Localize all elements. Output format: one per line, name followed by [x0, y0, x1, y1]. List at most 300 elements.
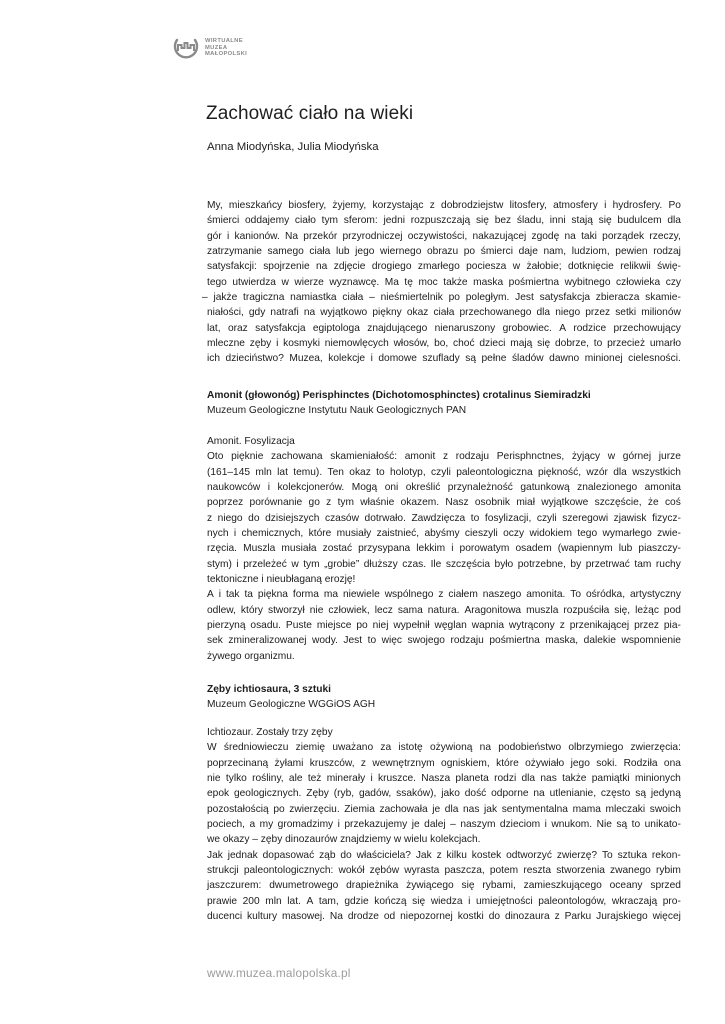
- word: my: [259, 819, 274, 831]
- word: satysfakcji:: [207, 261, 257, 273]
- word: przyrodniczej: [342, 230, 403, 242]
- word: wytrącony: [508, 620, 555, 632]
- word: artystyczny: [629, 589, 681, 601]
- word: wiernego: [380, 246, 422, 258]
- word: sprzed: [650, 880, 681, 892]
- word: lub: [335, 246, 350, 258]
- word: potrzebne,: [517, 558, 566, 570]
- word: A: [207, 589, 214, 601]
- word: Jak: [415, 849, 432, 861]
- brand-logo: [172, 34, 247, 62]
- word: z: [438, 589, 444, 601]
- word: oni: [384, 482, 399, 494]
- word: dla: [667, 215, 681, 227]
- word: niałości,: [207, 307, 244, 319]
- word: do: [340, 849, 352, 861]
- word: zwierzę?: [556, 849, 598, 861]
- word: mleczne: [207, 338, 245, 350]
- word: i: [604, 200, 607, 211]
- footer-url: www.muzea.malopolska.pl: [207, 966, 351, 980]
- word: przenikającej: [569, 620, 630, 632]
- word: Ile: [430, 558, 442, 570]
- word: jakże: [213, 292, 238, 304]
- text-line: [207, 351, 681, 366]
- word: zmineralizowanej: [228, 635, 307, 647]
- word: odtworzyć: [506, 849, 552, 861]
- word: mieszkańcy: [228, 200, 283, 211]
- word: kostek: [471, 849, 502, 861]
- word: –: [369, 292, 375, 304]
- word: po: [448, 292, 460, 304]
- word: gatunkową: [520, 482, 570, 494]
- word: dla: [613, 466, 627, 478]
- word: sentymentalna: [501, 803, 568, 815]
- word: nas: [540, 773, 557, 785]
- article-authors: Anna Miodyńska, Julia Miodyńska: [207, 141, 379, 153]
- word: coś: [664, 497, 681, 509]
- brand-line: MUZEA: [205, 44, 228, 51]
- word: pod: [663, 604, 681, 616]
- word: i: [267, 482, 270, 494]
- text-line: [207, 336, 681, 351]
- word: wyjątkowo: [320, 307, 368, 319]
- word: ciała: [433, 307, 455, 319]
- word: się,: [614, 604, 631, 616]
- word: dalej: [424, 819, 446, 831]
- word: okaz: [406, 307, 429, 319]
- word: pamiątki: [591, 773, 630, 785]
- word: po: [356, 620, 368, 632]
- word: tym: [303, 558, 320, 570]
- text-line: [207, 587, 681, 602]
- word: dłuższy: [363, 558, 398, 570]
- word: się: [475, 215, 489, 227]
- word: wzór: [586, 466, 608, 478]
- word: się: [598, 215, 612, 227]
- word: Muzea,: [289, 353, 323, 365]
- word: Nie: [596, 819, 612, 831]
- word: pozostałością: [207, 803, 269, 815]
- word: ośródka,: [585, 589, 626, 601]
- museum-name: Muzeum Geologiczne WGGiOS AGH: [207, 699, 376, 711]
- word: utlenianie,: [549, 788, 597, 800]
- word: abyśmy: [424, 528, 460, 540]
- text-line: [207, 321, 681, 336]
- word: tam,: [318, 895, 339, 907]
- word: i: [337, 819, 340, 831]
- word: pociech,: [207, 819, 245, 831]
- word: wkraczają: [611, 895, 658, 907]
- word: zamieszkującego: [523, 880, 602, 892]
- section-header: [207, 388, 681, 419]
- word: Na: [329, 911, 343, 923]
- word: zaistnieć,: [376, 528, 420, 540]
- word: włosów,: [393, 338, 430, 350]
- word: ma: [323, 589, 339, 601]
- word: zwie-: [657, 528, 681, 540]
- word: mln: [255, 466, 272, 478]
- word: setki: [615, 307, 637, 319]
- word: się: [412, 895, 426, 907]
- museum-name: Muzeum Geologiczne Instytutu Nauk Geologicznych PAN: [207, 405, 467, 417]
- section-body: [207, 725, 681, 924]
- word: pośmiertna: [508, 276, 560, 288]
- text-line: [207, 541, 681, 556]
- word: zęby: [249, 338, 272, 350]
- word: nych: [207, 528, 229, 540]
- word: z: [429, 200, 435, 211]
- word: lat,: [207, 322, 221, 334]
- word: i: [370, 773, 373, 785]
- word: tym: [321, 215, 339, 227]
- word: oceany: [609, 880, 643, 892]
- word: który: [240, 604, 263, 616]
- word: mleczaki: [605, 803, 646, 815]
- text-line: [207, 244, 681, 259]
- word: dopasować: [262, 849, 315, 861]
- word: więcej: [652, 911, 681, 923]
- word: stają: [571, 215, 593, 227]
- word: przez: [585, 307, 611, 319]
- text-line: we okazy – zęby dinozaurów znajdziemy w wielu kolekcjach.: [207, 834, 481, 846]
- word: gór: [207, 230, 222, 242]
- word: wypełnił: [393, 620, 430, 632]
- word: samego: [267, 246, 304, 258]
- word: dalekie: [583, 635, 616, 647]
- section-heading: Zęby ichtiosaura, 3 sztuki: [207, 684, 331, 695]
- word: na: [316, 261, 328, 273]
- word: z: [326, 497, 332, 509]
- word: Parku: [564, 911, 592, 923]
- word: jednak: [227, 849, 258, 861]
- word: dobrodziejstw: [441, 200, 504, 211]
- word: szuflady: [422, 353, 460, 365]
- word: leżąc: [635, 604, 659, 616]
- word: My,: [207, 200, 223, 211]
- text-line: [207, 198, 681, 213]
- text-line: [207, 771, 681, 786]
- word: planeta: [455, 773, 489, 785]
- word: kolekcjonerów.: [277, 482, 345, 494]
- word: stworzenia: [556, 865, 605, 877]
- word: na: [303, 307, 316, 319]
- word: przez: [634, 620, 659, 632]
- word: tylko: [225, 773, 247, 785]
- word: zjawisk: [613, 512, 647, 524]
- text-line: Amonit. Fosylizacja: [207, 436, 295, 447]
- word: bez: [494, 215, 512, 227]
- word: spojrzenie: [263, 261, 310, 273]
- word: śladów: [511, 353, 544, 365]
- word: Jurajskiego: [596, 911, 648, 923]
- word: się: [461, 880, 475, 892]
- word: porowatym: [459, 543, 510, 555]
- brand-name: [205, 38, 247, 57]
- word: utwierdza: [232, 276, 276, 288]
- word: wnukom.: [551, 819, 593, 831]
- word: to: [470, 512, 480, 524]
- word: zdjęcie: [333, 261, 366, 273]
- word: mln: [265, 895, 282, 907]
- word: znajdującego: [367, 322, 428, 334]
- text-line: [207, 305, 681, 320]
- word: ale: [288, 773, 303, 785]
- word: 200: [242, 895, 260, 907]
- word: A: [306, 895, 314, 907]
- word: żyłami: [274, 757, 304, 769]
- word: umarło: [649, 338, 681, 350]
- word: czas.: [402, 558, 427, 570]
- word: pośmiertna: [489, 635, 540, 647]
- word: jedni: [383, 215, 405, 227]
- word: relikwii: [620, 261, 651, 273]
- text-line: [207, 909, 681, 924]
- word: po: [463, 246, 476, 258]
- text-line: [207, 275, 681, 290]
- word: pięknie: [231, 451, 264, 463]
- text-line: żywego organizmu.: [207, 650, 295, 662]
- word: jedyną: [650, 788, 681, 800]
- word: kultury: [247, 911, 278, 923]
- word: nieśmiertelnik: [380, 292, 443, 304]
- word: oddajemy: [245, 215, 290, 227]
- word: obrazu: [427, 246, 459, 258]
- word: niepozornej: [400, 911, 453, 923]
- word: egiptologa: [312, 322, 360, 334]
- word: odporne: [491, 788, 529, 800]
- word: i: [233, 528, 237, 540]
- word: rybami,: [482, 880, 516, 892]
- word: sama: [397, 604, 423, 616]
- word: zmarłego: [417, 261, 460, 273]
- word: i: [226, 230, 230, 242]
- word: wyjątkowe: [541, 497, 589, 509]
- word: ożywiało: [525, 757, 565, 769]
- text-line: [207, 229, 681, 244]
- word: na: [479, 742, 492, 754]
- word: naukowców: [207, 482, 261, 494]
- word: które: [308, 528, 332, 540]
- word: paleontologiczna: [456, 466, 533, 478]
- word: maska: [473, 276, 504, 288]
- text-line: [207, 449, 681, 464]
- word: wspomnienie: [621, 635, 681, 647]
- word: świę-: [657, 261, 681, 273]
- word: Jest: [515, 292, 534, 304]
- word: temu).: [293, 466, 323, 478]
- word: umiejętności: [476, 895, 533, 907]
- word: wymarłego: [602, 528, 652, 540]
- text-line: [207, 603, 681, 618]
- word: ruchy: [655, 558, 681, 570]
- word: niewiele: [342, 589, 380, 601]
- word: ciała: [309, 246, 331, 258]
- word: dotrwało.: [364, 512, 406, 524]
- word: dzieciństwo?: [225, 353, 284, 365]
- word: nie: [207, 773, 221, 785]
- word: prawie: [207, 895, 238, 907]
- word: i: [236, 558, 239, 570]
- word: amonit: [404, 451, 436, 463]
- word: Oto: [207, 451, 224, 463]
- word: z: [436, 849, 442, 861]
- word: czyli: [536, 512, 557, 524]
- word: także: [562, 773, 587, 785]
- word: cieszyli: [464, 528, 498, 540]
- word: reszta: [523, 865, 552, 877]
- word: drodze: [347, 911, 379, 923]
- word: chemicznych,: [241, 528, 304, 540]
- word: Ziemia: [344, 803, 375, 815]
- word: że: [647, 497, 659, 509]
- word: minerały: [326, 773, 366, 785]
- word: przekazujemy: [344, 819, 408, 831]
- word: skamie-: [645, 292, 681, 304]
- word: i: [276, 338, 279, 350]
- word: znalezionego: [577, 482, 638, 494]
- word: dobrze,: [555, 338, 589, 350]
- word: jego: [570, 757, 590, 769]
- word: poprzez: [207, 497, 244, 509]
- word: od: [383, 911, 396, 923]
- text-line: [207, 526, 681, 541]
- word: śmierci: [207, 215, 240, 227]
- word: z: [360, 757, 366, 769]
- word: było: [494, 558, 514, 570]
- word: lecz: [374, 604, 393, 616]
- word: do: [488, 911, 501, 923]
- word: wody.: [312, 635, 338, 647]
- word: sztuka: [617, 849, 648, 861]
- word: dwumetrowego: [269, 880, 339, 892]
- word: ludziom,: [571, 246, 610, 258]
- word: ogniskiem,: [441, 757, 490, 769]
- word: Muszla: [243, 543, 276, 555]
- word: z: [207, 512, 213, 524]
- word: bo,: [434, 338, 449, 350]
- word: natura.: [427, 604, 460, 616]
- word: gadów,: [358, 788, 392, 800]
- word: choć: [453, 338, 475, 350]
- word: jego: [355, 246, 375, 258]
- word: żyjemy,: [332, 200, 367, 211]
- word: pociesza: [466, 261, 507, 273]
- text-line: [207, 863, 681, 878]
- word: –: [202, 292, 208, 304]
- word: i: [218, 589, 221, 601]
- word: czasów: [324, 512, 359, 524]
- word: To: [601, 849, 613, 861]
- museum-logo-icon: [172, 34, 200, 62]
- word: na: [564, 230, 576, 242]
- word: amonita.: [526, 589, 566, 601]
- word: kostki: [457, 911, 484, 923]
- text-line: [207, 213, 681, 228]
- word: zachowała: [379, 803, 428, 815]
- word: z: [559, 620, 565, 632]
- text-line: [202, 290, 681, 305]
- word: wybitnego: [564, 276, 611, 288]
- word: lekkim: [416, 543, 446, 555]
- word: je: [432, 803, 441, 815]
- word: daje: [518, 246, 538, 258]
- word: rodzi: [494, 773, 517, 785]
- word: czy: [665, 276, 681, 288]
- word: także: [443, 276, 468, 288]
- text-line: [207, 618, 681, 633]
- word: ciałem: [448, 589, 478, 601]
- word: odlew,: [207, 604, 236, 616]
- word: satysfakcja: [255, 322, 306, 334]
- word: Zęby: [306, 788, 329, 800]
- word: na: [533, 788, 545, 800]
- word: człowiek,: [328, 604, 370, 616]
- text-line: [207, 848, 681, 863]
- word: wokół: [338, 865, 365, 877]
- word: zbieracza: [595, 292, 640, 304]
- word: skamieniałość:: [330, 451, 398, 463]
- word: dzieciom: [499, 819, 541, 831]
- word: przetrwać: [585, 558, 630, 570]
- word: satysfakcja: [539, 292, 590, 304]
- word: kilku: [446, 849, 467, 861]
- word: więc: [381, 635, 403, 647]
- word: inni: [549, 215, 566, 227]
- word: okaz: [349, 466, 371, 478]
- word: często: [600, 788, 631, 800]
- word: są: [616, 819, 628, 831]
- word: rekon-: [651, 849, 681, 861]
- word: pełne: [481, 353, 507, 365]
- word: ich: [207, 353, 221, 365]
- word: przecież: [607, 338, 646, 350]
- word: kończą: [374, 895, 407, 907]
- word: przechowujący: [613, 322, 681, 334]
- word: rozpuściła: [563, 604, 610, 616]
- word: paleontologicznych:: [243, 865, 334, 877]
- word: zwanego: [610, 865, 651, 877]
- word: unikato-: [644, 819, 681, 831]
- word: po: [273, 803, 285, 815]
- word: milionów: [641, 307, 681, 319]
- word: niej: [372, 620, 389, 632]
- word: fosylizacji,: [484, 512, 532, 524]
- word: ciało: [294, 215, 316, 227]
- word: gromadzimy: [277, 819, 334, 831]
- word: pro-: [662, 895, 681, 907]
- text-line: [207, 557, 681, 572]
- word: ciała: [342, 292, 364, 304]
- word: dla: [444, 803, 459, 815]
- word: osadu.: [250, 620, 282, 632]
- word: kanionów.: [234, 230, 280, 242]
- word: żywiącego: [406, 880, 454, 892]
- word: Ten: [327, 466, 344, 478]
- word: węglan: [434, 620, 467, 632]
- word: rośliny,: [252, 773, 284, 785]
- word: jako: [441, 788, 460, 800]
- word: jaszczurem:: [207, 880, 262, 892]
- word: nienaruszony: [434, 322, 496, 334]
- word: pierzyną: [207, 620, 246, 632]
- word: Nasz: [445, 497, 469, 509]
- word: średniowieczu: [223, 742, 289, 754]
- word: moc: [418, 276, 438, 288]
- word: rodzaj: [653, 246, 681, 258]
- word: niemowlęcych: [324, 338, 389, 350]
- word: tragiczna: [243, 292, 285, 304]
- word: Jest: [343, 635, 363, 647]
